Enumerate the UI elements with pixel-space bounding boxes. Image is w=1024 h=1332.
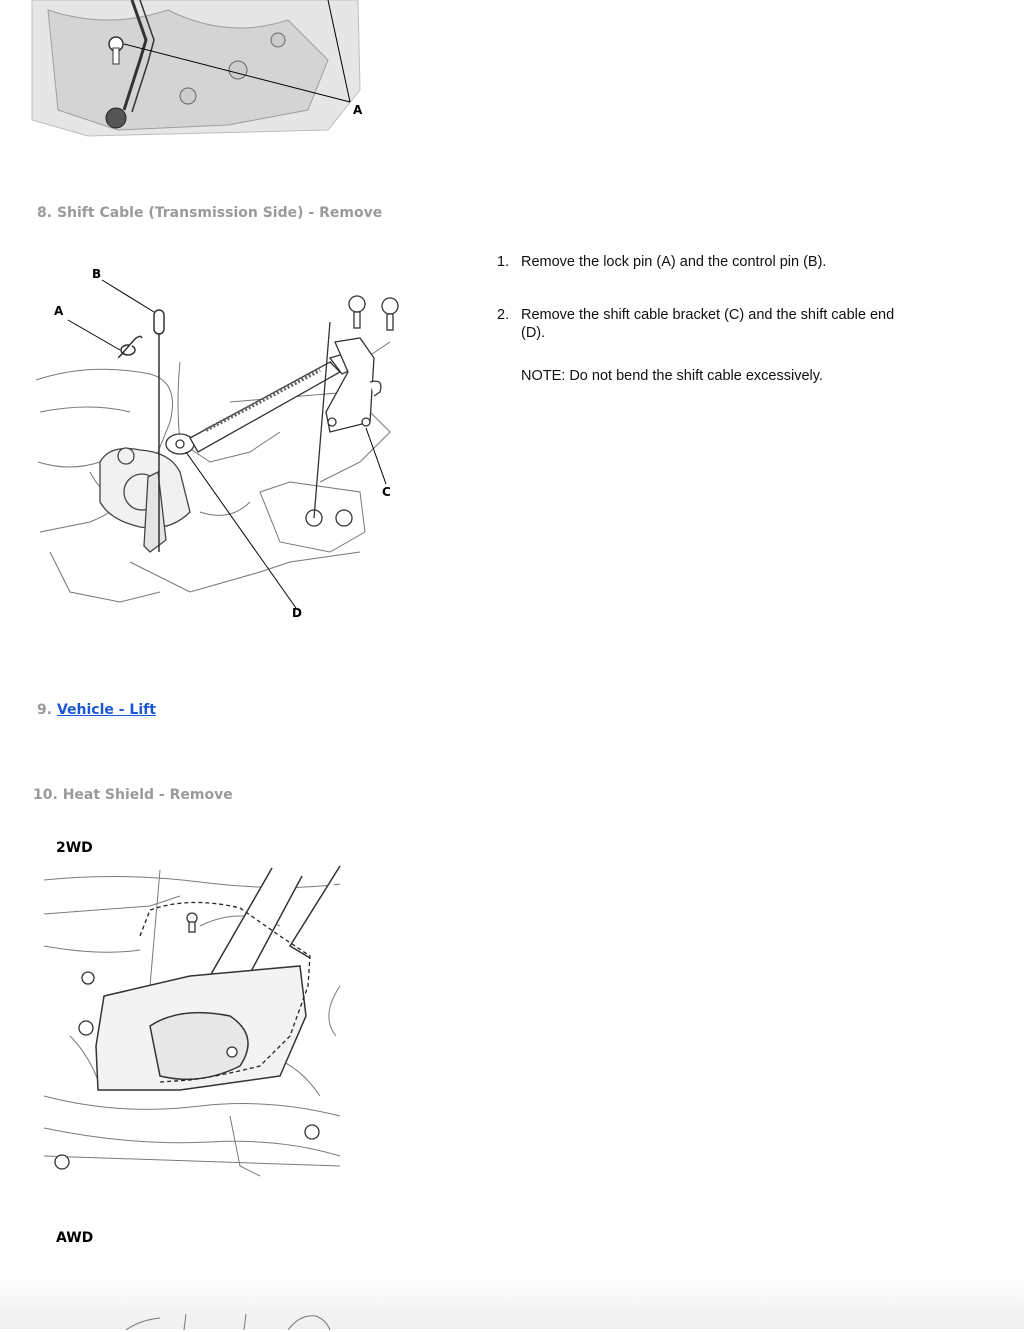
step-number: 8. <box>37 205 53 221</box>
variant-label-awd: AWD <box>56 1230 94 1246</box>
callout-a: A <box>353 103 363 117</box>
vehicle-lift-link[interactable]: Vehicle - Lift <box>56 702 156 718</box>
heat-shield-awd-drawing <box>120 1312 360 1332</box>
step-10-heading <box>33 787 233 803</box>
instruction-number: 1. <box>497 254 510 270</box>
instruction-text: Remove the shift cable bracket (C) and the shift cable end (D). <box>521 307 895 341</box>
callout-c: C <box>382 485 391 499</box>
figure-top-illustration <box>28 0 368 140</box>
shift-cable-illustration <box>30 262 415 622</box>
instruction-number: 2. <box>497 307 510 323</box>
step-9-heading <box>37 702 156 718</box>
instruction-note: NOTE: Do not bend the shift cable excessively. <box>521 368 823 384</box>
shift-cable-drawing <box>30 262 415 622</box>
instruction-item <box>497 306 927 346</box>
heat-shield-2wd-drawing <box>40 866 350 1186</box>
step-title: Shift Cable (Transmission Side) - Remove <box>56 205 383 221</box>
step-title: Heat Shield - Remove <box>62 787 233 803</box>
callout-b: B <box>92 267 102 281</box>
step-8-heading <box>37 205 382 221</box>
variant-label-2wd: 2WD <box>56 840 93 856</box>
callout-a: A <box>54 304 64 318</box>
step-number: 9. <box>37 702 53 718</box>
heat-shield-2wd-illustration <box>40 866 350 1186</box>
figure-top-drawing <box>28 0 368 140</box>
instruction-item <box>497 253 927 273</box>
step-number: 10. <box>33 787 58 803</box>
callout-d: D <box>292 606 302 620</box>
instruction-text: Remove the lock pin (A) and the control pin (B). <box>521 254 827 270</box>
